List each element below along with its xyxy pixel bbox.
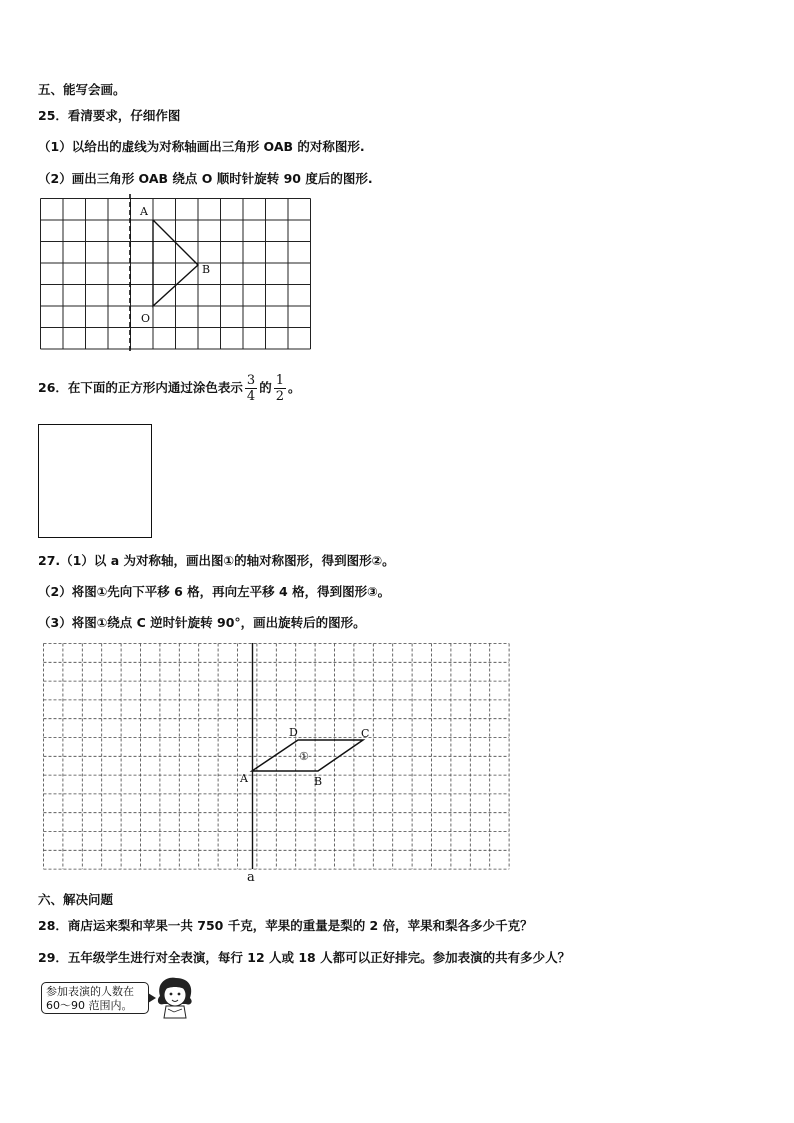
label-b: B [314, 775, 323, 788]
q25-title: 25．看清要求，仔细作图 [38, 108, 181, 123]
q27-grid [43, 643, 511, 883]
fraction2-numerator: 1 [275, 373, 284, 388]
q27-part2: （2）将图①先向下平移 6 格，再向左平移 4 格，得到图形③。 [38, 584, 391, 599]
bubble-line1: 参加表演的人数在 [46, 985, 134, 998]
bubble-line2: 60～90 范围内。 [46, 999, 133, 1012]
label-b: B [202, 263, 211, 276]
section-6-title: 六、解决问题 [38, 892, 114, 907]
label-axis-a: a [247, 870, 255, 885]
fraction-one-half [274, 373, 286, 404]
label-shape-1: ① [299, 750, 309, 763]
q27-part1: 27.（1）以 a 为对称轴，画出图①的轴对称图形，得到图形②。 [38, 553, 395, 568]
label-a: A [240, 772, 248, 785]
section-5-title: 五、能写会画。 [38, 82, 126, 97]
fraction1-numerator: 3 [246, 373, 256, 388]
fraction1-denominator: 4 [246, 389, 256, 404]
q26-prefix: 26．在下面的正方形内通过涂色表示 [38, 380, 243, 395]
q26-mid: 的 [259, 380, 272, 395]
q25-grid [40, 198, 312, 350]
q25-part1: （1）以给出的虚线为对称轴画出三角形 OAB 的对称图形. [38, 139, 365, 154]
fraction-three-quarters [245, 373, 257, 404]
label-d: D [289, 726, 298, 739]
q29-text: 29．五年级学生进行对全表演，每行 12 人或 18 人都可以正好排完。参加表演的共有多少人？ [38, 950, 571, 965]
q26-square [38, 424, 152, 538]
label-o: O [141, 312, 151, 325]
q26-suffix: 。 [287, 380, 301, 395]
q26-question [38, 373, 301, 404]
q28-text: 28．商店运来梨和苹果一共 750 千克，苹果的重量是梨的 2 倍，苹果和梨各多少千克？ [38, 918, 533, 933]
label-c: C [361, 727, 370, 740]
cartoon-girl-icon [154, 976, 196, 1020]
fraction2-denominator: 2 [275, 389, 284, 404]
label-a: A [140, 205, 148, 218]
q27-part3: （3）将图①绕点 C 逆时针旋转 90°，画出旋转后的图形。 [38, 615, 366, 630]
q25-part2: （2）画出三角形 OAB 绕点 O 顺时针旋转 90 度后的图形. [38, 171, 373, 186]
hint-speech-bubble [41, 982, 149, 1014]
